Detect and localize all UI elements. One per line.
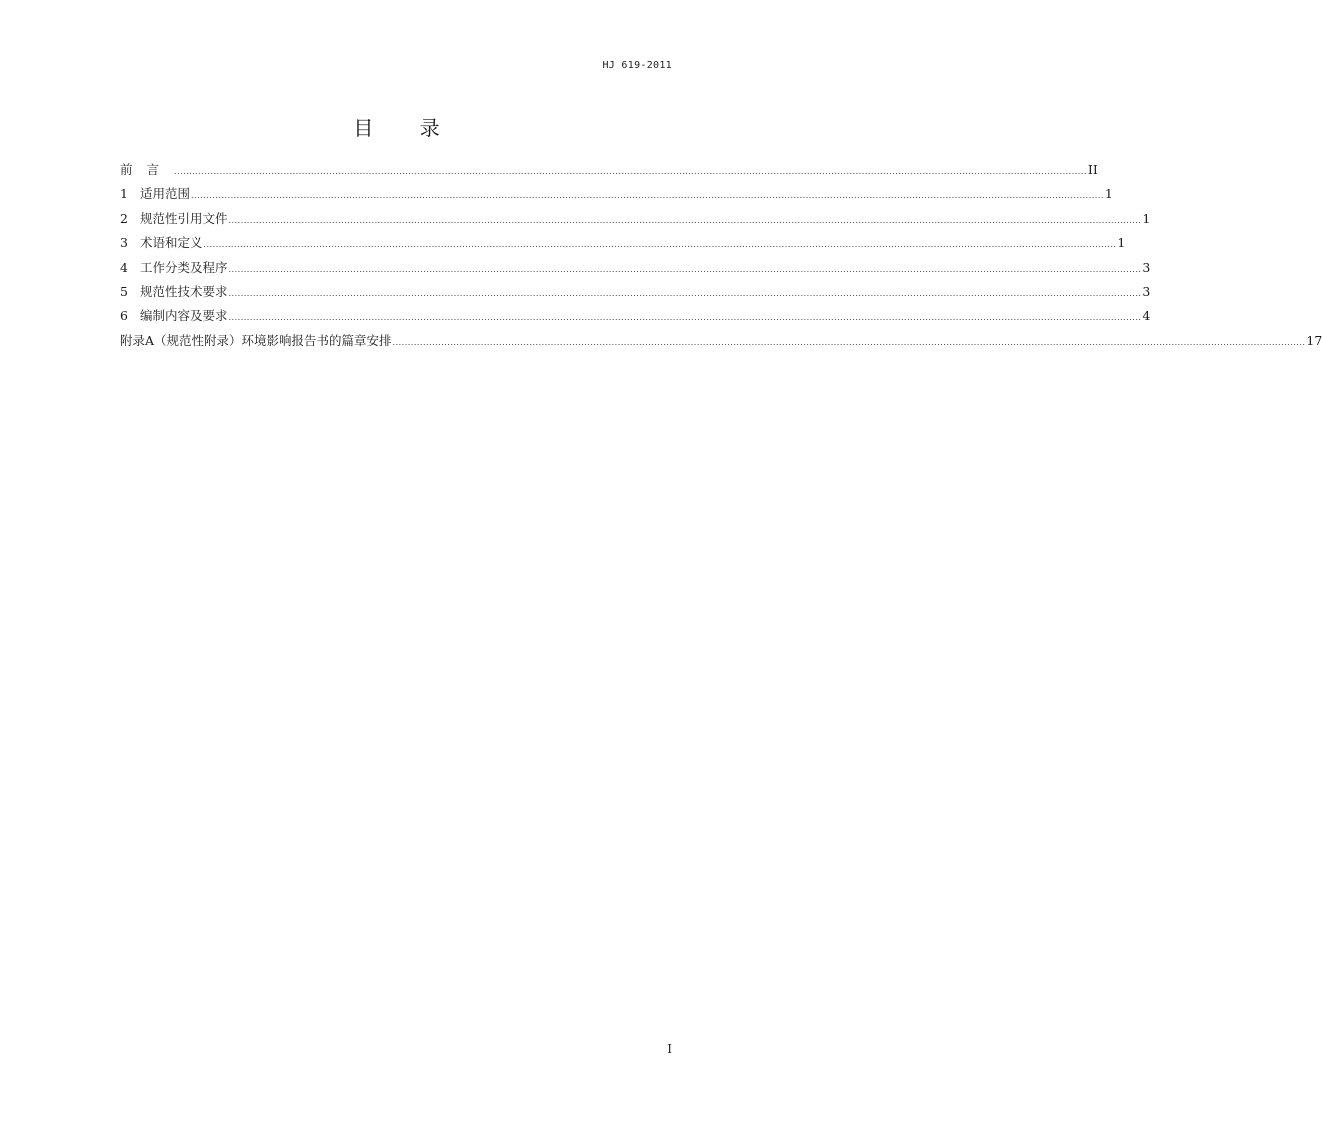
toc-entry-page: 3 [1142,259,1151,275]
toc-leader-dots: ............................................................................................................................................................................................................................................................................................................ [228,288,1142,298]
toc-entry-page: 17 [1306,332,1322,348]
toc-entry-foreword[interactable] [120,158,1098,182]
toc-entry-label: 编制内容及要求 [140,308,228,324]
toc-entry-page: 1 [1104,186,1113,202]
page-number: I [667,1042,672,1056]
toc-entry-page: 4 [1142,308,1151,324]
toc-entry-technical-requirements[interactable] [120,280,1151,304]
toc-entry-page: 3 [1142,283,1151,299]
toc-entry-appendix-a[interactable] [120,329,1322,353]
toc-title: 目 录 [353,116,460,140]
toc-entry-label: 工作分类及程序 [140,259,228,275]
toc-entry-number: 6 [120,308,128,324]
toc-entry-label: 术语和定义 [140,235,203,251]
toc-entry-label: 适用范围 [140,186,191,202]
toc-entry-scope[interactable] [120,182,1113,206]
toc-entry-label: 规范性技术要求 [140,283,228,299]
toc-entry-number: 4 [120,259,128,275]
table-of-contents [120,158,1322,353]
toc-entry-number: 1 [120,186,128,202]
toc-entry-terms-definitions[interactable] [120,231,1126,255]
toc-entry-classification-procedure[interactable] [120,256,1151,280]
toc-leader-dots: ............................................................................................................................................................................................................................................................................................................ [228,215,1142,225]
toc-entry-page: 1 [1142,210,1151,226]
toc-entry-page: II [1087,162,1098,177]
toc-leader-dots: ............................................................................................................................................................................................................................................................................................................ [228,264,1142,274]
toc-leader-dots: ............................................................................................................................................................................................................................................................................................................ [228,313,1142,323]
toc-entry-number: 5 [120,283,128,299]
toc-entry-normative-references[interactable] [120,207,1151,231]
toc-entry-label: 规范性引用文件 [140,210,228,226]
toc-entry-number: 2 [120,210,128,226]
toc-entry-content-requirements[interactable] [120,304,1151,328]
toc-entry-number: 3 [120,235,128,251]
document-code: HJ 619-2011 [602,60,672,71]
toc-leader-dots: ............................................................................................................................................................................................................................................................................................................ [174,167,1087,176]
toc-leader-dots: ............................................................................................................................................................................................................................................................................................................ [392,337,1306,347]
toc-leader-dots: ............................................................................................................................................................................................................................................................................................................ [203,240,1117,250]
toc-entry-label: 附录A（规范性附录）环境影响报告书的篇章安排 [120,332,392,348]
toc-entry-page: 1 [1117,235,1126,251]
toc-leader-dots: ............................................................................................................................................................................................................................................................................................................ [191,191,1104,201]
toc-entry-label: 前言 [120,162,174,177]
